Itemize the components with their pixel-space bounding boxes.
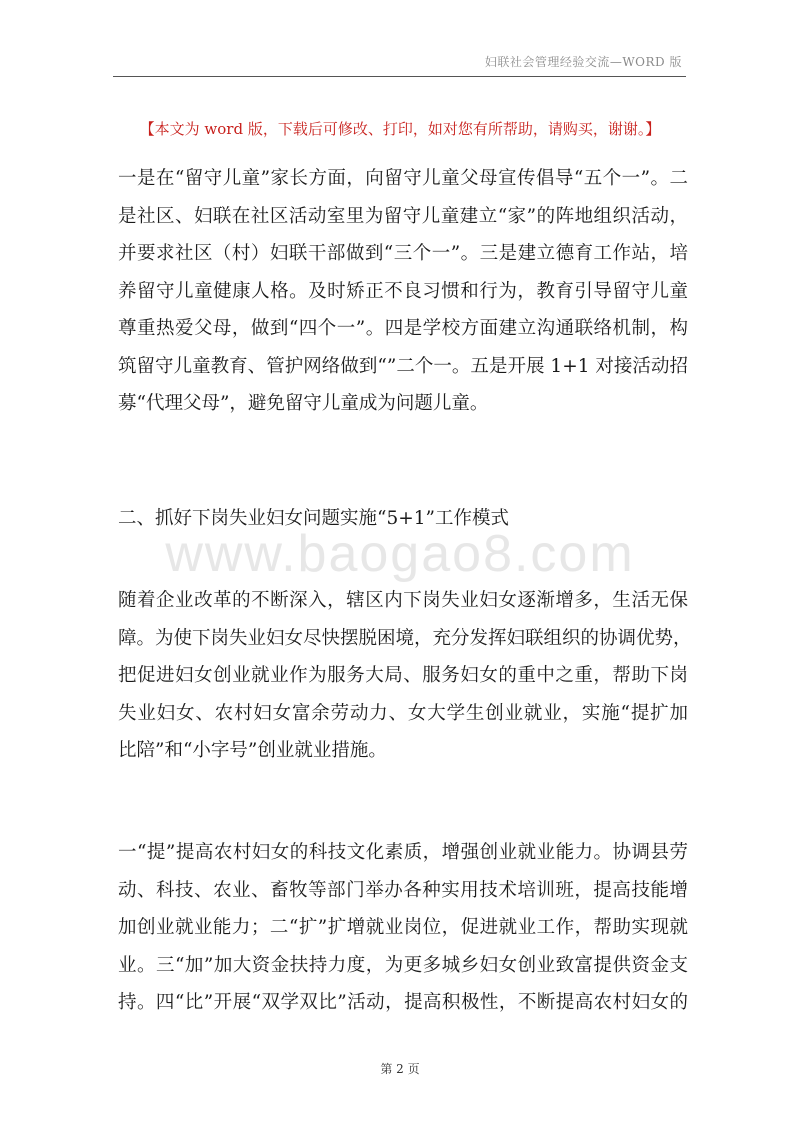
text-line: 养留守儿童健康人格。及时矫正不良习惯和行为，教育引导留守儿童	[118, 280, 688, 302]
paragraph-left-behind-children	[118, 160, 688, 423]
download-notice: 【本文为 word 版，下载后可修改、打印，如对您有所帮助，请购买，谢谢。】	[139, 120, 661, 138]
paragraph-unemployed-women	[118, 582, 692, 770]
running-header: 妇联社会管理经验交流—WORD 版	[484, 55, 682, 69]
text-line: 动、科技、农业、畜牧等部门举办各种实用技术培训班，提高技能增	[118, 879, 688, 901]
text-line: 并要求社区（村）妇联干部做到“三个一”。三是建立德育工作站，培	[118, 243, 688, 264]
text-line: 尊重热爱父母，做到“四个一”。四是学校方面建立沟通联络机制，构	[118, 318, 688, 339]
section-heading: 二、抓好下岗失业妇女问题实施“5+1”工作模式	[118, 508, 509, 529]
text-line: 是社区、妇联在社区活动室里为留守儿童建立“家”的阵地组织活动，	[118, 205, 688, 227]
text-line: 比陪”和“小字号”创业就业措施。	[118, 740, 387, 761]
text-line: 筑留守儿童教育、管护网络做到“”二个一。五是开展 1+1 对接活动招	[118, 355, 688, 377]
header-divider	[113, 76, 686, 77]
text-line: 把促进妇女创业就业作为服务大局、服务妇女的重中之重，帮助下岗	[118, 665, 688, 686]
text-line: 随着企业改革的不断深入，辖区内下岗失业妇女逐渐增多，生活无保	[118, 590, 688, 611]
text-line: 一“提”提高农村妇女的科技文化素质，增强创业就业能力。协调县劳	[118, 842, 688, 863]
text-line: 障。为使下岗失业妇女尽快摆脱困境，充分发挥妇联组织的协调优势，	[118, 627, 692, 649]
watermark: www.baogao8.com	[165, 525, 635, 583]
text-line: 持。四“比”开展“双学双比”活动，提高积极性，不断提高农村妇女的	[118, 992, 688, 1013]
text-line: 失业妇女、农村妇女富余劳动力、女大学生创业就业，实施“提扩加	[118, 702, 688, 724]
text-line: 加创业就业能力；二“扩”扩增就业岗位，促进就业工作，帮助实现就	[118, 917, 688, 938]
text-line: 募“代理父母”，避免留守儿童成为问题儿童。	[118, 393, 489, 414]
paragraph-measures	[118, 834, 688, 1022]
text-line: 一是在“留守儿童”家长方面，向留守儿童父母宣传倡导“五个一”。二	[118, 168, 688, 189]
text-line: 业。三“加”加大资金扶持力度，为更多城乡妇女创业致富提供资金支	[118, 954, 688, 976]
page-number: 第 2 页	[380, 1062, 420, 1076]
